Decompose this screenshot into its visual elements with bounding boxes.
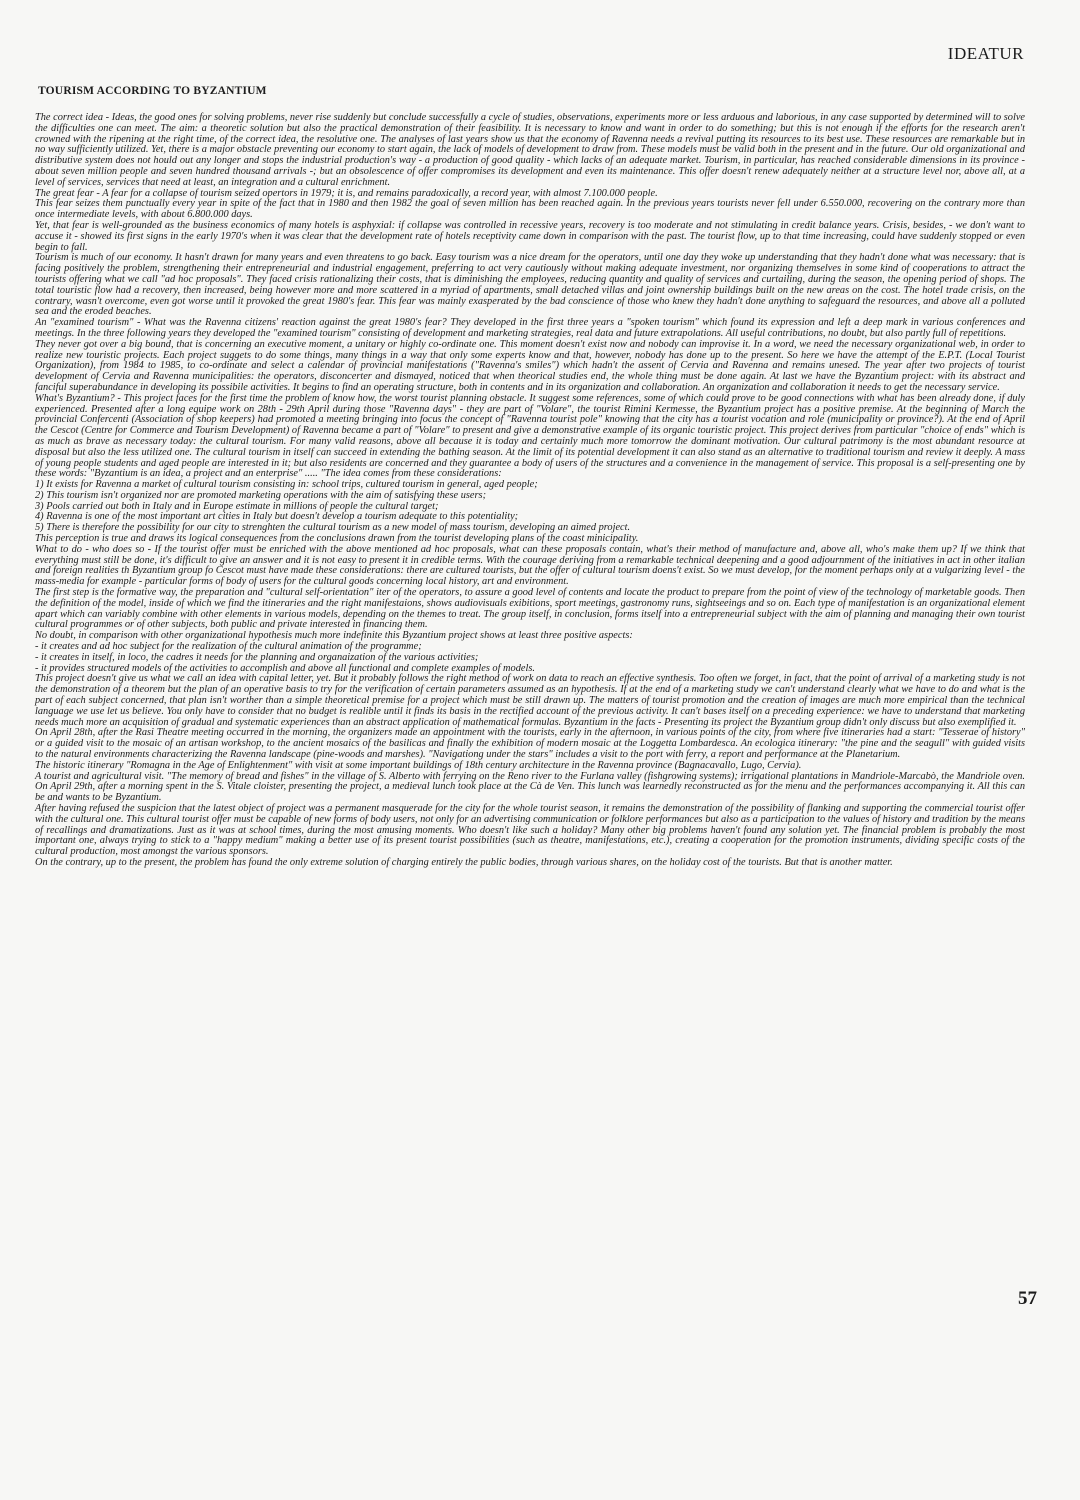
list-item: 2) This tourism isn't organized nor are promoted marketing operations with the aim of satisfying these users; [35, 489, 487, 501]
list-item: 3) Pools carried out both in Italy and in Europe estimate in millions of people the cultural target; [35, 500, 439, 512]
paragraph: This project doesn't give us what we call an idea with capital letter, yet. But it probably follows the right method of work on data to reach an effective synthesis. Too often we forget, in fact, that the point of arrival of a marketing study is not the demonstration of a theorem but the plan of an operative basis to try for the verification of certain parameters assumed as an hypothesis. If at the end of a marketing study we can't understand clearly what we have to do and what is the part of each subject concerned, that plan isn't worther than a simple theoretical premise for a project which must be still drawn up. The matters of tourist promotion and the creation of images are much more empirical than the technical language we use let us believe. You only have to consider that no budget is realible until it finds its basis in the rectified account of the previous activity. It can't bases itself on a preceding experience: we have to understand that marketing needs much more an acquisition of gradual and systematic experiences than an abstract application of mathematical formulas. Byzantium in the facts - Presenting its project the Byzantium group didn't only discuss but also exemplified it. [35, 673, 1025, 728]
page-number: 57 [1018, 1288, 1037, 1309]
paragraph: After having refused the suspicion that the latest object of project was a permanent masquerade for the city for the whole tourist season, it remains the demonstration of the possibility of flanking and supporting the commercial tourist offer with the cultural one. This cultural tourist offer must be capable of new forms of body users, not only for an advertising communication or folklore performances but also as a participation to the values of history and tradition by the means of recallings and dramatizations. Just as it was at school times, during the most amusing moments. Who doesn't like such a holiday? Many other big problems haven't found any solution yet. The financial problem is probably the most important one, always trying to stick to a "happy medium" making a better use of its present tourist possibilities (such as theatre, manifestations, etc.), creating a cooperation for the promotion instruments, dividing specific costs of the cultural production, most amongst the various sponsors. [35, 803, 1025, 858]
article-title: TOURISM ACCORDING TO BYZANTIUM [38, 85, 267, 97]
list-item: - it provides structured models of the activities to accomplish and above all functional and complete examples of models. [35, 662, 535, 674]
paragraph: What to do - who does so - If the tourist offer must be enriched with the above mentioned ad hoc proposals, what can these proposals contain, what's their method of manufacture and, above all, who's make them up? If we think that everything must still be done, it's difficult to give an answer and it is not easy to present it in credible terms. With the courage deriving from a remarkable technical deepening and a good adjournment of the initiatives in act in other italian and foreign realities th Byzantium group fo Cescot must have made these considerations: there are cultured tourists, but the offer of cultural tourism doens't exist. So we must develop, for the moment perhaps only at a vulgarizing level - the mass-media for example - particular forms of body of users for the cultural goods concerning local history, art and environment. [35, 543, 1025, 588]
paragraph: On the contrary, up to the present, the problem has found the only extreme solution of charging entirely the public bodies, through various shares, on the holiday cost of the tourists. But that is another matter. [35, 856, 893, 868]
list-item: 4) Ravenna is one of the most important art cities in Italy but doesn't develop a tourism adequate to this potentiality; [35, 511, 519, 523]
paragraph: Tourism is much of our economy. It hasn't drawn for many years and even threatens to go back. Easy tourism was a nice dream for the operators, until one day they woke up understanding that they hadn't done what was necessary: that is facing positively the problem, strengthening their entrepreneurial and industrial engagement, preferring to act very cautiously without making adequate investment, nor organizing themselves in some kind of cooperations to attract the tourists offering what we call "ad hoc proposals". They faced crisis rationalizing their costs, that is diminishing the employees, reducing quantity and quality of services and curtailing, during the season, the opening period of shops. The total touristic flow had a recovery, then increased, being however more and more scattered in a myriad of apartments, small detached villas and joint ownership buildings built on the new areas on the cost. The hotel trade crisis, on the contrary, wasn't overcome, even got worse until it provoked the great 1980's fear. This fear was mainly exasperated by the bad conscience of those who knew they hadn't done anything to safeguard the resources, and above all a polluted sea and the eroded beaches. [35, 252, 1025, 318]
paragraph: They never got over a big bound, that is concerning an executive moment, a unitary or highly co-ordinate one. This moment doesn't exist now and nobody can improvise it. In a word, we need the necessary organizational web, in order to realize new touristic projects. Each project suggets to do some things, many things in a way that only some experts know and that, however, nobody has done up to the present. So here we have the attempt of the E.P.T. (Local Tourist Organization), from 1984 to 1985, to co-ordinate and select a calendar of provincial manifestations ("Ravenna's smiles") which hadn't the assent of Cervia and Ravenna and remains unesed. The year after two projects of tourist development of Cervia and Ravenna municipalities: the operators, disconcerter and dismayed, noticed that when theorical studies end, the whole thing must be done again. At last we have the Byzantium project: with its abstract and fanciful superabundance in developing its possibile activities. It begins to find an operating structure, both in contents and in its organization and collaboration. An organization and collaboration it needs to get the necessary service. [35, 338, 1025, 393]
paragraph: No doubt, in comparison with other organizational hypothesis much more indefinite this Byzantium project shows at least three positive aspects: [35, 630, 633, 642]
paragraph: Yet, that fear is well-grounded as the business economics of many hotels is asphyxial: if collapse was controlled in recessive years, recovery is too moderate and not stimulating in credit balance years. Crisis, besides, - we don't want to accuse it - showed its first signs in the early 1970's when it was clear that the development rate of hotels receptivity came down in comparison with the past. The tourist flow, up to that time increasing, could have suddenly stopped or even begin to fall. [35, 219, 1025, 253]
running-head: IDEATUR [947, 44, 1024, 63]
list-item: 1) It exists for Ravenna a market of cultural tourism consisting in: school trips, cultured tourism in general, aged people; [35, 479, 538, 491]
paragraph: On April 28th, after the Rasi Theatre meeting occurred in the morning, the organizers made an appointment with the tourists, early in the afternoon, in various points of the city, from where five itineraries had a start: "Tesserae of history" or a guided visit to the mosaic of an artisan workshop, to the ancient mosaics of the basilicas and finally the exhibition of modern mosaic at the Loggetta Lombardesca. An ecologica itinerary: "the pine and the seagull" with guided visits to the natural environments characterizing the Ravenna landscape (pine-woods and marshes). "Navigationg under the stars" includes a visit to the port with ferry, a report and performance at the Planetarium. [35, 727, 1025, 761]
paragraph: The first step is the formative way, the preparation and "cultural self-orientation" iter of the operators, to assure a good level of contents and locate the product to prepare from the point of view of the technology of marketable goods. Then the definition of the model, inside of which we find the itineraries and the right manifestaions, shows audiovisuals exibitions, sport meetings, gastronomy runs, sightseeings and so on. Each type of manifestation is an organizational element apart which can variably combine with other elements in various models, depending on the themes to treat. The group itself, in conclusion, forms itself into a entrepreneurial subject with the aim of planning and managing their own tourist cultural programmes or of other subjects, both public and private interested in financing them. [35, 587, 1025, 631]
paragraph: An "examined tourism" - What was the Ravenna citizens' reaction against the great 1980's fear? They developed in the first three years a "spoken tourism" which found its expression and left a deep mark in various conferences and meetings. In the three following years they developed the "examined tourism" consisting of development and marketing strategies, real data and future extrapolations. All useful contributions, no doubt, but also partly full of repetitions. [35, 317, 1025, 339]
list-item: - it creates in itself, in loco, the cadres it needs for the planning and organaization of the various activities; [35, 651, 479, 663]
list-item: 5) There is therefore the possibility for our city to strenghten the cultural tourism as a new model of mass tourism, developing an aimed project. [35, 522, 631, 534]
paragraph: What's Byzantium? - This project faces for the first time the problem of know how, the worst tourist planning obstacle. It suggest some references, some of which could prove to be good connections with what has been already done, if duly experienced. Presented after a long equipe work on 28th - 29th April during those "Ravenna days" - they are part of "Volare", the tourist Rimini Kermesse, the Byzantium project has a positive premise. At the beginning of March the provincial Confercenti (Association of shop keepers) had promoted a meeting bringing into focus the concept of "Ravenna tourist pole" knowing that the city has a tourist vocation and role (municipality or province?). At the end of April the Cescot (Centre for Commerce and Tourism Development) of Ravenna became a part of "Volare" to present and give a demonstrative example of its organic touristic project. This project derives from particular "choice of ends" which is as much as brave as necessary today: the cultural tourism. For many valid reasons, above all because it is today and certainly much more tomorrow the dominant motivation. Our cultural patrimony is the most abundant resource at disposal but also the less utilized one. The cultural tourism in itself can succeed in extending the bathing season. At the limit of its potential development it can also stand as an alternative to traditional tourism and review it deeply. A mass of young people students and aged people are interested in it; but also residents are concerned and they guarantee a body of users of the structures and a convenience in the management of service. This proposal is a self-presenting one by these words: "Byzantium is an idea, a project and an enterprise" ..... "The idea comes from these considerations: [35, 392, 1025, 480]
paragraph: This perception is true and draws its logical consequences from the conclusions drawn from the tourist developing plans of the coast minicipality. [35, 533, 639, 545]
paragraph: This fear seizes them punctually every year in spite of the fact that in 1980 and then 1982 the goal of seven million has been reached again. In the previous years tourists never fell under 6.550.000, recovering on the contrary more than once intermediate levels, with about 6.800.000 days. [35, 198, 1025, 221]
paragraph: The historic itinerary "Romagna in the Age of Enlightenment" with visit at some important buildings of 18th century architecture in the Ravenna province (Bagnacavallo, Lugo, Cervia). [35, 759, 802, 771]
list-item: - it creates and ad hoc subject for the realization of the cultural animation of the programme; [35, 641, 422, 653]
article-body [35, 113, 1025, 869]
paragraph: The great fear - A fear for a collapse of tourism seized opertors in 1979; it is, and remains paradoxically, a record year, with almost 7.100.000 people. [35, 187, 658, 199]
paragraph: The correct idea - Ideas, the good ones for solving problems, never rise suddenly but conclude successfully a cycle of studies, observations, experiments more or less arduous and laborious, in any case supported by determined will to solve the difficulties one can meet. The aim: a theoretic solution but also the practical demonstration of their feasibility. It is necessary to know and want in order to do something; but this is not enough if the efforts for the research aren't crowned with the ripening at the right time, of the correct idea, the resolutive one. The analyses of last years show us that the economy of Ravenna needs a revival putting its resources to its best use. These resources are remarkable but in no way sufficiently utilized. Yet, there is a major obstacle preventing our economy to start again, the lack of models of development to draw from. These models must be valid both in the present and in the future. Our old organizational and distributive system does not hould out any longer and stops the industrial production's way - a production of good quality - which lacks of an adequate market. Tourism, in particular, has reached considerable dimensions in its province - about seven million people and seven hundred thousand arrivals -; but an obsolescence of offer compromises its development and even its maintenance. This offer doesn't renew adequately neither at a structure level nor, above all, at a level of services, services that need at least, an integration and a cultural enrichment. [35, 112, 1025, 188]
paragraph: A tourist and agricultural visit. "The memory of bread and fishes" in the village of S. Alberto with ferrying on the Reno river to the Furlana valley (fishgrowing systems); irrigational plantations in Mandriole-Marcabò, the Mandriole oven. On April 29th, after a morning spent in the S. Vitale cloister, presenting the project, a medieval lunch took place at the Cà de Ven. This lunch was learnedly reconstructed as for the menu and the performances accompanying it. All this can be and wants to be Byzantium. [35, 770, 1025, 804]
